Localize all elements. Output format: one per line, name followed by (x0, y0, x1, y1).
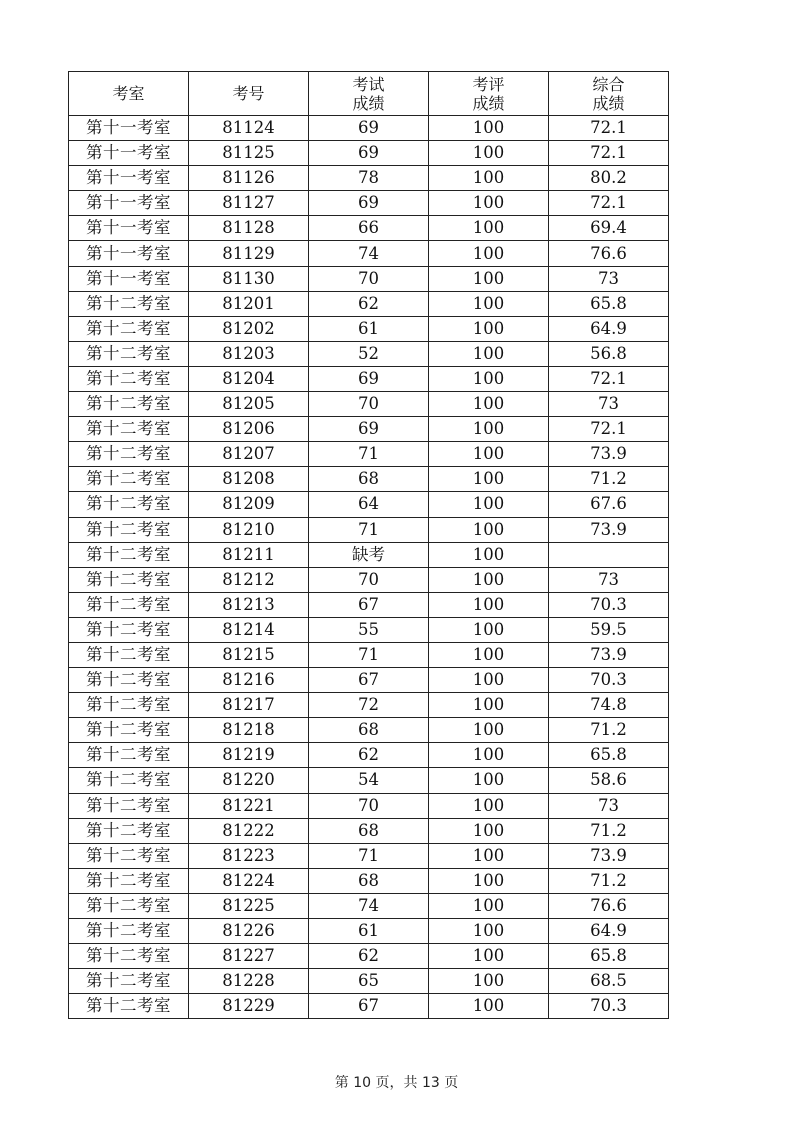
table-row (69, 868, 669, 893)
cell-evaluation-score: 100 (429, 442, 549, 467)
header-line: 成绩 (472, 93, 505, 113)
table-row (69, 944, 669, 969)
header-evaluation-score (429, 72, 549, 116)
cell-evaluation-score: 100 (429, 994, 549, 1019)
cell-overall-score: 72.1 (549, 141, 669, 166)
table-row (69, 291, 669, 316)
cell-exam-score: 71 (309, 843, 429, 868)
cell-exam-number: 81209 (189, 492, 309, 517)
cell-evaluation-score: 100 (429, 944, 549, 969)
header-line: 考号 (232, 84, 265, 103)
cell-exam-score: 61 (309, 316, 429, 341)
cell-evaluation-score: 100 (429, 166, 549, 191)
cell-overall-score: 73.9 (549, 517, 669, 542)
cell-exam-score: 66 (309, 216, 429, 241)
cell-exam-score: 62 (309, 944, 429, 969)
cell-exam-score: 68 (309, 718, 429, 743)
cell-evaluation-score: 100 (429, 417, 549, 442)
cell-overall-score: 73 (549, 392, 669, 417)
cell-overall-score: 76.6 (549, 893, 669, 918)
cell-evaluation-score: 100 (429, 642, 549, 667)
cell-overall-score: 73.9 (549, 642, 669, 667)
cell-exam-room: 第十二考室 (69, 291, 189, 316)
table-row (69, 592, 669, 617)
cell-exam-score: 70 (309, 567, 429, 592)
cell-exam-score: 70 (309, 266, 429, 291)
cell-exam-score: 67 (309, 994, 429, 1019)
cell-evaluation-score: 100 (429, 693, 549, 718)
cell-evaluation-score: 100 (429, 316, 549, 341)
cell-overall-score: 65.8 (549, 743, 669, 768)
cell-exam-number: 81128 (189, 216, 309, 241)
cell-exam-number: 81203 (189, 341, 309, 366)
table-row (69, 793, 669, 818)
cell-exam-room: 第十二考室 (69, 843, 189, 868)
table-row (69, 467, 669, 492)
cell-evaluation-score: 100 (429, 617, 549, 642)
cell-evaluation-score: 100 (429, 492, 549, 517)
cell-exam-number: 81228 (189, 969, 309, 994)
cell-exam-score: 62 (309, 291, 429, 316)
cell-exam-score: 65 (309, 969, 429, 994)
table-row (69, 969, 669, 994)
cell-exam-number: 81229 (189, 994, 309, 1019)
cell-exam-number: 81205 (189, 392, 309, 417)
cell-evaluation-score: 100 (429, 893, 549, 918)
cell-evaluation-score: 100 (429, 291, 549, 316)
cell-exam-number: 81211 (189, 542, 309, 567)
table-row (69, 141, 669, 166)
table-row (69, 392, 669, 417)
table-body (69, 116, 669, 1019)
cell-exam-score: 67 (309, 668, 429, 693)
cell-exam-room: 第十二考室 (69, 617, 189, 642)
cell-exam-room: 第十二考室 (69, 366, 189, 391)
cell-evaluation-score: 100 (429, 141, 549, 166)
cell-exam-room: 第十二考室 (69, 743, 189, 768)
cell-exam-number: 81207 (189, 442, 309, 467)
cell-exam-room: 第十二考室 (69, 994, 189, 1019)
cell-overall-score: 72.1 (549, 116, 669, 141)
cell-exam-number: 81217 (189, 693, 309, 718)
table-row (69, 191, 669, 216)
cell-exam-number: 81219 (189, 743, 309, 768)
cell-evaluation-score: 100 (429, 116, 549, 141)
cell-evaluation-score: 100 (429, 467, 549, 492)
cell-evaluation-score: 100 (429, 216, 549, 241)
header-exam-score (309, 72, 429, 116)
table-row (69, 366, 669, 391)
cell-overall-score: 72.1 (549, 417, 669, 442)
cell-overall-score: 71.2 (549, 868, 669, 893)
cell-overall-score: 70.3 (549, 592, 669, 617)
cell-evaluation-score: 100 (429, 718, 549, 743)
cell-exam-number: 81216 (189, 668, 309, 693)
cell-exam-number: 81214 (189, 617, 309, 642)
cell-exam-score: 71 (309, 642, 429, 667)
table-row (69, 316, 669, 341)
cell-exam-room: 第十二考室 (69, 919, 189, 944)
cell-exam-score: 70 (309, 793, 429, 818)
header-line: 考评 (472, 74, 505, 94)
cell-exam-room: 第十二考室 (69, 542, 189, 567)
cell-exam-number: 81126 (189, 166, 309, 191)
cell-exam-score: 52 (309, 341, 429, 366)
cell-exam-score: 69 (309, 191, 429, 216)
cell-exam-number: 81218 (189, 718, 309, 743)
cell-overall-score: 58.6 (549, 768, 669, 793)
table-row (69, 241, 669, 266)
table-row (69, 417, 669, 442)
table-row (69, 668, 669, 693)
cell-overall-score: 74.8 (549, 693, 669, 718)
cell-overall-score: 72.1 (549, 191, 669, 216)
cell-evaluation-score: 100 (429, 843, 549, 868)
cell-exam-score: 71 (309, 517, 429, 542)
cell-evaluation-score: 100 (429, 266, 549, 291)
cell-exam-score: 62 (309, 743, 429, 768)
cell-overall-score: 65.8 (549, 291, 669, 316)
cell-exam-number: 81222 (189, 818, 309, 843)
header-exam-room (69, 72, 189, 116)
cell-evaluation-score: 100 (429, 567, 549, 592)
cell-exam-score: 69 (309, 366, 429, 391)
cell-overall-score: 71.2 (549, 467, 669, 492)
table-row (69, 341, 669, 366)
cell-evaluation-score: 100 (429, 743, 549, 768)
cell-evaluation-score: 100 (429, 392, 549, 417)
cell-overall-score: 56.8 (549, 341, 669, 366)
cell-exam-number: 81227 (189, 944, 309, 969)
cell-exam-room: 第十二考室 (69, 768, 189, 793)
cell-overall-score: 71.2 (549, 818, 669, 843)
cell-exam-number: 81212 (189, 567, 309, 592)
header-line: 成绩 (592, 93, 625, 113)
cell-overall-score: 68.5 (549, 969, 669, 994)
cell-evaluation-score: 100 (429, 517, 549, 542)
cell-exam-score: 74 (309, 893, 429, 918)
page-footer: 第 10 页，共 13 页 (334, 1075, 459, 1091)
cell-exam-room: 第十二考室 (69, 467, 189, 492)
cell-evaluation-score: 100 (429, 818, 549, 843)
cell-exam-room: 第十二考室 (69, 668, 189, 693)
cell-evaluation-score: 100 (429, 793, 549, 818)
cell-exam-room: 第十一考室 (69, 266, 189, 291)
cell-overall-score: 67.6 (549, 492, 669, 517)
cell-exam-room: 第十二考室 (69, 642, 189, 667)
cell-exam-room: 第十二考室 (69, 893, 189, 918)
cell-exam-room: 第十二考室 (69, 417, 189, 442)
table-row (69, 843, 669, 868)
table-row (69, 266, 669, 291)
cell-exam-room: 第十二考室 (69, 969, 189, 994)
cell-evaluation-score: 100 (429, 592, 549, 617)
cell-exam-score: 70 (309, 392, 429, 417)
cell-exam-number: 81130 (189, 266, 309, 291)
cell-exam-score: 67 (309, 592, 429, 617)
cell-evaluation-score: 100 (429, 768, 549, 793)
table-row (69, 693, 669, 718)
cell-exam-number: 81221 (189, 793, 309, 818)
table-row (69, 617, 669, 642)
table-row (69, 166, 669, 191)
cell-overall-score: 73 (549, 567, 669, 592)
table-row (69, 442, 669, 467)
cell-exam-number: 81208 (189, 467, 309, 492)
table-row (69, 768, 669, 793)
cell-exam-room: 第十二考室 (69, 442, 189, 467)
cell-exam-room: 第十二考室 (69, 392, 189, 417)
cell-evaluation-score: 100 (429, 241, 549, 266)
cell-exam-number: 81206 (189, 417, 309, 442)
cell-exam-score: 74 (309, 241, 429, 266)
cell-overall-score: 73.9 (549, 442, 669, 467)
cell-exam-score: 72 (309, 693, 429, 718)
cell-exam-score: 61 (309, 919, 429, 944)
cell-exam-room: 第十二考室 (69, 718, 189, 743)
cell-exam-number: 81202 (189, 316, 309, 341)
cell-exam-number: 81220 (189, 768, 309, 793)
table-row (69, 642, 669, 667)
cell-exam-room: 第十二考室 (69, 316, 189, 341)
cell-exam-room: 第十二考室 (69, 592, 189, 617)
cell-exam-score: 64 (309, 492, 429, 517)
cell-exam-number: 81204 (189, 366, 309, 391)
header-line: 考室 (112, 84, 145, 103)
cell-exam-score: 78 (309, 166, 429, 191)
cell-evaluation-score: 100 (429, 868, 549, 893)
cell-evaluation-score: 100 (429, 919, 549, 944)
cell-evaluation-score: 100 (429, 191, 549, 216)
cell-exam-number: 81213 (189, 592, 309, 617)
cell-evaluation-score: 100 (429, 668, 549, 693)
cell-exam-room: 第十二考室 (69, 567, 189, 592)
cell-overall-score: 65.8 (549, 944, 669, 969)
cell-overall-score: 73 (549, 793, 669, 818)
cell-evaluation-score: 100 (429, 341, 549, 366)
cell-exam-room: 第十二考室 (69, 517, 189, 542)
cell-exam-score: 68 (309, 467, 429, 492)
header-line: 综合 (592, 74, 625, 94)
cell-exam-room: 第十一考室 (69, 191, 189, 216)
header-overall-score (549, 72, 669, 116)
scores-table (68, 71, 669, 1019)
table-row (69, 216, 669, 241)
cell-overall-score: 69.4 (549, 216, 669, 241)
cell-exam-room: 第十一考室 (69, 166, 189, 191)
cell-exam-room: 第十一考室 (69, 216, 189, 241)
cell-exam-score: 55 (309, 617, 429, 642)
cell-exam-number: 81201 (189, 291, 309, 316)
table-row (69, 743, 669, 768)
cell-exam-number: 81223 (189, 843, 309, 868)
cell-exam-number: 81124 (189, 116, 309, 141)
table-row (69, 567, 669, 592)
cell-overall-score (549, 542, 669, 567)
table-row (69, 919, 669, 944)
table-header-row (69, 72, 669, 116)
cell-exam-number: 81224 (189, 868, 309, 893)
cell-overall-score: 76.6 (549, 241, 669, 266)
cell-exam-score: 69 (309, 141, 429, 166)
cell-exam-number: 81127 (189, 191, 309, 216)
cell-exam-room: 第十二考室 (69, 944, 189, 969)
table-row (69, 517, 669, 542)
table-row (69, 818, 669, 843)
cell-overall-score: 70.3 (549, 668, 669, 693)
cell-exam-number: 81225 (189, 893, 309, 918)
cell-evaluation-score: 100 (429, 366, 549, 391)
table-row (69, 116, 669, 141)
cell-exam-number: 81125 (189, 141, 309, 166)
cell-exam-number: 81226 (189, 919, 309, 944)
cell-overall-score: 70.3 (549, 994, 669, 1019)
cell-exam-room: 第十一考室 (69, 241, 189, 266)
cell-overall-score: 64.9 (549, 919, 669, 944)
cell-overall-score: 64.9 (549, 316, 669, 341)
cell-evaluation-score: 100 (429, 969, 549, 994)
header-exam-number (189, 72, 309, 116)
cell-overall-score: 59.5 (549, 617, 669, 642)
cell-exam-room: 第十二考室 (69, 818, 189, 843)
cell-exam-score: 缺考 (309, 542, 429, 567)
cell-overall-score: 80.2 (549, 166, 669, 191)
cell-exam-number: 81215 (189, 642, 309, 667)
table-row (69, 994, 669, 1019)
header-line: 考试 (352, 74, 385, 94)
cell-exam-score: 69 (309, 116, 429, 141)
cell-exam-score: 68 (309, 868, 429, 893)
header-line: 成绩 (352, 93, 385, 113)
cell-overall-score: 72.1 (549, 366, 669, 391)
cell-exam-room: 第十一考室 (69, 116, 189, 141)
cell-exam-room: 第十一考室 (69, 141, 189, 166)
table-row (69, 492, 669, 517)
cell-overall-score: 73.9 (549, 843, 669, 868)
cell-exam-number: 81129 (189, 241, 309, 266)
table-row (69, 893, 669, 918)
cell-exam-room: 第十二考室 (69, 868, 189, 893)
cell-overall-score: 73 (549, 266, 669, 291)
cell-exam-room: 第十二考室 (69, 341, 189, 366)
cell-exam-room: 第十二考室 (69, 492, 189, 517)
table-row (69, 718, 669, 743)
cell-evaluation-score: 100 (429, 542, 549, 567)
cell-exam-score: 68 (309, 818, 429, 843)
cell-exam-room: 第十二考室 (69, 793, 189, 818)
cell-exam-score: 54 (309, 768, 429, 793)
cell-overall-score: 71.2 (549, 718, 669, 743)
cell-exam-number: 81210 (189, 517, 309, 542)
table-row (69, 542, 669, 567)
cell-exam-room: 第十二考室 (69, 693, 189, 718)
cell-exam-score: 69 (309, 417, 429, 442)
cell-exam-score: 71 (309, 442, 429, 467)
